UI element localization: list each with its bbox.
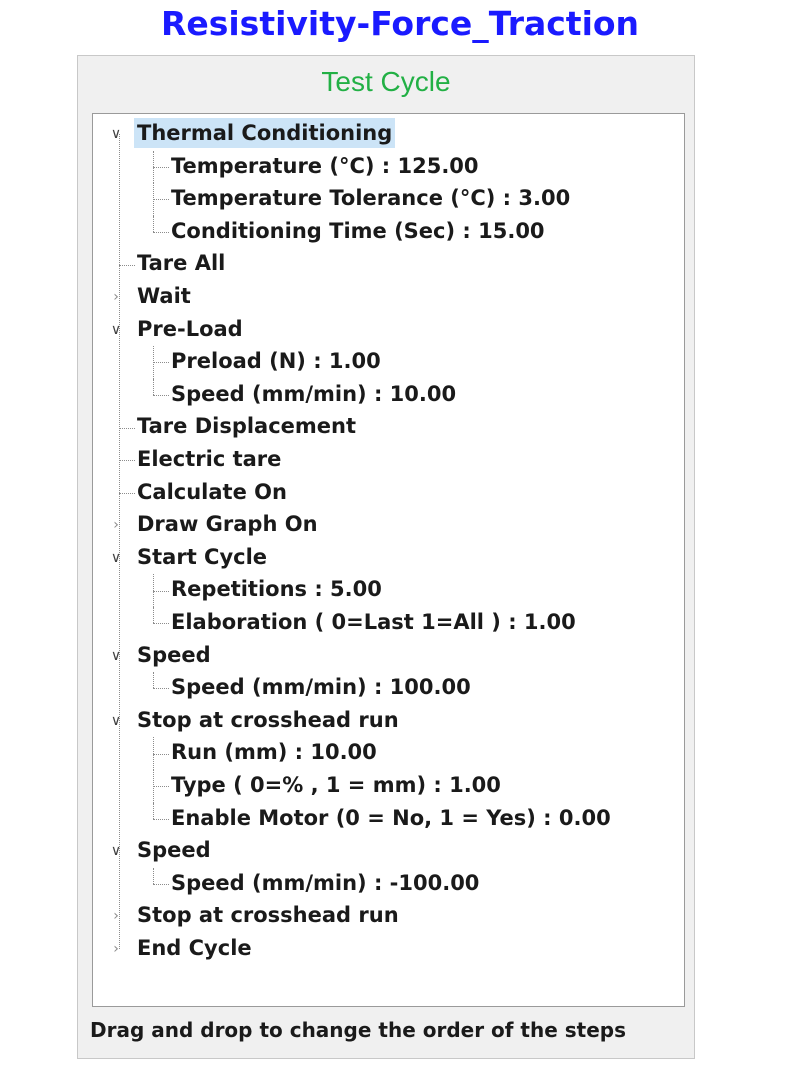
app-title: Resistivity-Force_Traction (160, 4, 640, 43)
tree-branch-line (153, 607, 154, 623)
tree-step-item[interactable] (93, 542, 684, 574)
tree-parameter-item[interactable] (93, 151, 684, 183)
panel-heading: Test Cycle (321, 66, 451, 97)
tree-parameter-item[interactable] (93, 346, 684, 378)
tree-step-item[interactable] (93, 933, 684, 965)
tree-parameter-item[interactable] (93, 574, 684, 606)
tree-parameter-item[interactable] (93, 803, 684, 835)
tree-step-label: Stop at crosshead run (137, 903, 399, 928)
chevron-down-icon[interactable]: ∨ (110, 843, 122, 860)
tree-step-item[interactable] (93, 900, 684, 932)
tree-parameter-label: Run (mm) : 10.00 (171, 740, 377, 765)
tree-step-item[interactable] (93, 835, 684, 867)
tree-step-item[interactable] (93, 477, 684, 509)
tree-parameter-item[interactable] (93, 770, 684, 802)
tree-parameter-label: Elaboration ( 0=Last 1=All ) : 1.00 (171, 610, 576, 634)
tree-branch-line (153, 346, 154, 379)
tree-parameter-item[interactable] (93, 737, 684, 769)
tree-connector (153, 688, 169, 689)
tree-parameter-label: Repetitions : 5.00 (171, 577, 382, 602)
tree-connector (119, 428, 135, 429)
tree-connector (153, 199, 169, 200)
tree-step-label: Draw Graph On (137, 512, 318, 537)
tree-branch-line (153, 379, 154, 395)
chevron-right-icon[interactable]: › (113, 289, 119, 305)
tree-parameter-label: Preload (N) : 1.00 (171, 349, 381, 374)
chevron-down-icon[interactable]: ∨ (110, 126, 122, 142)
tree-parameter-label: Type ( 0=% , 1 = mm) : 1.00 (171, 773, 501, 797)
chevron-right-icon[interactable]: › (113, 517, 119, 534)
tree-branch-line (153, 672, 154, 688)
tree-branch-line (153, 770, 154, 803)
tree-step-label: Pre-Load (137, 316, 243, 341)
tree-connector (153, 395, 169, 396)
tree-parameter-item[interactable] (93, 868, 684, 900)
tree-connector (119, 493, 135, 494)
tree-connector (153, 754, 169, 755)
tree-connector (153, 362, 169, 363)
tree-connector (119, 265, 135, 266)
tree-step-item[interactable] (93, 248, 684, 280)
chevron-down-icon[interactable]: ∨ (110, 549, 122, 566)
tree-branch-line (153, 868, 154, 884)
tree-branch-line (153, 737, 154, 770)
tree-connector (153, 884, 169, 885)
tree-parameter-label: Temperature Tolerance (°C) : 3.00 (171, 186, 571, 211)
tree-step-item[interactable] (93, 281, 684, 313)
tree-connector (119, 460, 135, 461)
tree-step-label: Tare All (137, 251, 226, 276)
tree-parameter-item[interactable] (93, 183, 684, 215)
tree-step-item[interactable] (93, 509, 684, 541)
tree-parameter-label: Temperature (°C) : 125.00 (171, 153, 479, 178)
tree-connector (153, 623, 169, 624)
chevron-down-icon[interactable]: ∨ (110, 647, 122, 664)
tree-branch-line (153, 803, 154, 819)
chevron-down-icon[interactable]: ∨ (110, 712, 122, 729)
tree-connector (153, 819, 169, 820)
tree-step-label: Start Cycle (137, 544, 268, 569)
tree-parameter-label: Conditioning Time (Sec) : 15.00 (171, 218, 545, 243)
tree-parameter-label: Speed (mm/min) : -100.00 (171, 870, 480, 895)
tree-connector (153, 786, 169, 787)
tree-parameter-item[interactable] (93, 379, 684, 411)
tree-step-label: Speed (137, 838, 211, 863)
chevron-right-icon[interactable]: › (113, 908, 119, 925)
test-cycle-tree[interactable] (92, 113, 685, 1007)
tree-step-item[interactable] (93, 640, 684, 672)
tree-parameter-label: Speed (mm/min) : 100.00 (171, 675, 471, 700)
tree-parameter-item[interactable] (93, 672, 684, 704)
tree-parameter-item[interactable] (93, 216, 684, 248)
tree-connector (153, 167, 169, 168)
tree-step-label: Electric tare (137, 447, 282, 471)
tree-branch-line (153, 151, 154, 184)
drag-drop-hint: Drag and drop to change the order of the steps (90, 1018, 627, 1042)
tree-branch-line (153, 574, 154, 607)
tree-step-label: Stop at crosshead run (137, 707, 399, 732)
tree-step-item[interactable] (93, 444, 684, 476)
chevron-right-icon[interactable]: › (113, 941, 119, 957)
tree-parameter-label: Speed (mm/min) : 10.00 (171, 381, 457, 406)
tree-step-label: End Cycle (137, 936, 252, 960)
tree-branch-line (153, 183, 154, 216)
tree-connector (153, 591, 169, 592)
tree-step-label: Thermal Conditioning (134, 118, 395, 148)
tree-step-label: Speed (137, 642, 211, 667)
tree-step-label: Tare Displacement (137, 414, 357, 439)
tree-branch-line (153, 216, 154, 232)
chevron-down-icon[interactable]: ∨ (110, 321, 122, 338)
tree-step-label: Calculate On (137, 479, 287, 504)
tree-step-item[interactable] (93, 411, 684, 443)
tree-step-label: Wait (137, 284, 191, 308)
tree-step-item[interactable] (93, 705, 684, 737)
tree-step-item[interactable] (93, 118, 684, 150)
tree-connector (153, 232, 169, 233)
test-cycle-panel (77, 55, 695, 1059)
tree-parameter-label: Enable Motor (0 = No, 1 = Yes) : 0.00 (171, 805, 611, 830)
tree-parameter-item[interactable] (93, 607, 684, 639)
tree-step-item[interactable] (93, 314, 684, 346)
